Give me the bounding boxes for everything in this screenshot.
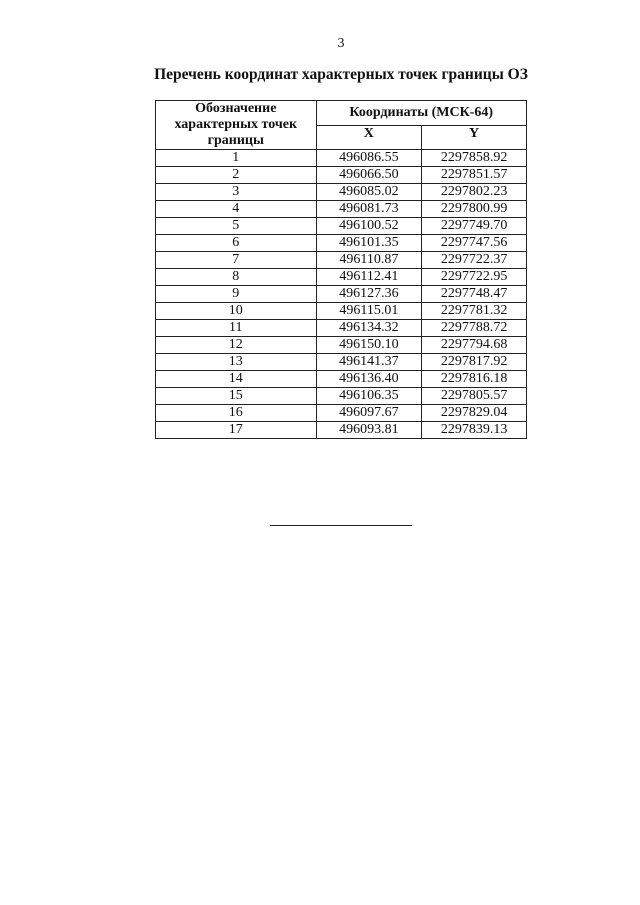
x-coordinate-cell: 496086.55	[316, 150, 422, 167]
point-cell: 12	[156, 337, 317, 354]
y-coordinate-cell: 2297839.13	[422, 422, 527, 439]
table-row	[156, 167, 527, 184]
designation-header	[156, 101, 317, 150]
y-coordinate-cell: 2297788.72	[422, 320, 527, 337]
table-row	[156, 218, 527, 235]
x-coordinate-cell: 496081.73	[316, 201, 422, 218]
point-cell: 10	[156, 303, 317, 320]
point-cell: 2	[156, 167, 317, 184]
point-cell: 8	[156, 269, 317, 286]
x-coordinate-cell: 496066.50	[316, 167, 422, 184]
x-coordinate-cell: 496141.37	[316, 354, 422, 371]
designation-header-line: характерных точек	[174, 117, 298, 132]
point-cell: 6	[156, 235, 317, 252]
x-coordinate-cell: 496112.41	[316, 269, 422, 286]
y-coordinate-cell: 2297747.56	[422, 235, 527, 252]
y-coordinate-cell: 2297829.04	[422, 405, 527, 422]
point-cell: 9	[156, 286, 317, 303]
table-row	[156, 235, 527, 252]
table-row	[156, 184, 527, 201]
y-coordinate-cell: 2297802.23	[422, 184, 527, 201]
y-coordinate-cell: 2297781.32	[422, 303, 527, 320]
table-header-row	[156, 101, 527, 126]
x-coordinate-cell: 496093.81	[316, 422, 422, 439]
y-coordinate-cell: 2297858.92	[422, 150, 527, 167]
table-row	[156, 286, 527, 303]
y-coordinate-cell: 2297817.92	[422, 354, 527, 371]
y-coordinate-cell: 2297722.95	[422, 269, 527, 286]
y-coordinate-cell: 2297794.68	[422, 337, 527, 354]
table-row	[156, 422, 527, 439]
table-row	[156, 405, 527, 422]
point-cell: 3	[156, 184, 317, 201]
x-coordinate-cell: 496115.01	[316, 303, 422, 320]
point-cell: 5	[156, 218, 317, 235]
y-coordinate-cell: 2297722.37	[422, 252, 527, 269]
x-coordinate-cell: 496106.35	[316, 388, 422, 405]
y-coordinate-cell: 2297816.18	[422, 371, 527, 388]
point-cell: 14	[156, 371, 317, 388]
y-coordinate-cell: 2297748.47	[422, 286, 527, 303]
table-body	[156, 150, 527, 439]
point-cell: 17	[156, 422, 317, 439]
closing-divider	[270, 525, 412, 526]
point-cell: 16	[156, 405, 317, 422]
x-coordinate-cell: 496150.10	[316, 337, 422, 354]
y-coordinate-cell: 2297800.99	[422, 201, 527, 218]
x-coordinate-cell: 496127.36	[316, 286, 422, 303]
y-column-header: Y	[422, 125, 527, 150]
table-row	[156, 252, 527, 269]
point-cell: 13	[156, 354, 317, 371]
x-coordinate-cell: 496101.35	[316, 235, 422, 252]
x-coordinate-cell: 496134.32	[316, 320, 422, 337]
document-title: Перечень координат характерных точек границы ОЗ	[154, 66, 528, 83]
x-coordinate-cell: 496100.52	[316, 218, 422, 235]
page-number: 3	[337, 36, 345, 51]
point-cell: 7	[156, 252, 317, 269]
coordinates-table	[155, 100, 527, 439]
point-cell: 1	[156, 150, 317, 167]
x-coordinate-cell: 496097.67	[316, 405, 422, 422]
x-coordinate-cell: 496136.40	[316, 371, 422, 388]
coordinates-header: Координаты (МСК-64)	[316, 101, 526, 126]
table-row	[156, 320, 527, 337]
point-cell: 4	[156, 201, 317, 218]
point-cell: 15	[156, 388, 317, 405]
designation-header-line: Обозначение	[195, 101, 277, 116]
table-row	[156, 150, 527, 167]
x-coordinate-cell: 496085.02	[316, 184, 422, 201]
point-cell: 11	[156, 320, 317, 337]
table-row	[156, 201, 527, 218]
y-coordinate-cell: 2297851.57	[422, 167, 527, 184]
y-coordinate-cell: 2297805.57	[422, 388, 527, 405]
table-row	[156, 388, 527, 405]
table-row	[156, 337, 527, 354]
x-column-header: X	[316, 125, 422, 150]
x-coordinate-cell: 496110.87	[316, 252, 422, 269]
table-row	[156, 303, 527, 320]
y-coordinate-cell: 2297749.70	[422, 218, 527, 235]
designation-header-line: границы	[207, 133, 264, 148]
table-row	[156, 269, 527, 286]
table-row	[156, 354, 527, 371]
table-row	[156, 371, 527, 388]
